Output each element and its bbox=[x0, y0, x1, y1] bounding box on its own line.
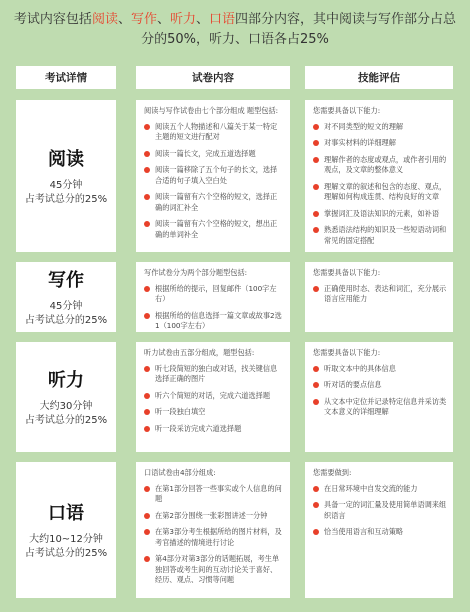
section-listening-content bbox=[136, 342, 290, 452]
skill-item-text: 熟悉语法结构的知识及一些短语动词和常见的固定搭配 bbox=[324, 225, 447, 245]
bullet-dot-icon bbox=[144, 513, 150, 519]
skill-item-text: 恰当使用语言和互动策略 bbox=[324, 527, 404, 536]
bullet-dot-icon bbox=[313, 486, 319, 492]
section-duration: 45分钟 bbox=[49, 180, 83, 191]
highlight-speaking: 口语 bbox=[209, 12, 236, 27]
section-speaking-details bbox=[16, 462, 116, 598]
skill-item-text: 掌握词汇及语法知识的元素，如补语 bbox=[324, 208, 440, 218]
section-score-share: 占考试总分的25% bbox=[24, 194, 108, 205]
section-reading-skills bbox=[305, 100, 453, 252]
content-item-text: 阅读一篇长文，完成五道选择题 bbox=[155, 148, 256, 158]
skill-item bbox=[313, 284, 447, 305]
bullet-dot-icon bbox=[313, 184, 319, 190]
highlight-reading: 阅读 bbox=[91, 12, 118, 27]
skill-item bbox=[313, 122, 447, 133]
section-listening-details bbox=[16, 342, 116, 452]
content-list bbox=[144, 484, 284, 586]
skill-item-text: 理解文章的叙述和包含的态度、观点，理解如何构成连贯、结构良好的文章 bbox=[324, 181, 447, 201]
section-speaking-skills bbox=[305, 462, 453, 598]
skills-list bbox=[313, 364, 447, 418]
content-item-text: 听七段简短的独白或对话，找关键信息选择正确的图片 bbox=[155, 363, 278, 383]
skill-item-text: 对不同类型的短文的理解 bbox=[324, 121, 404, 131]
bullet-dot-icon bbox=[313, 366, 319, 372]
section-duration: 大约10~12分钟 bbox=[29, 534, 103, 545]
bullet-dot-icon bbox=[144, 124, 150, 130]
section-writing-skills bbox=[305, 262, 453, 332]
content-item bbox=[144, 511, 284, 522]
content-intro: 听力试卷由五部分组成，题型包括: bbox=[144, 348, 255, 357]
header-line-2: 分的50%，听力、口语各占25% bbox=[141, 32, 329, 47]
bullet-dot-icon bbox=[313, 211, 319, 217]
bullet-dot-icon bbox=[144, 221, 150, 227]
skill-item bbox=[313, 397, 447, 418]
bullet-dot-icon bbox=[313, 529, 319, 535]
bullet-dot-icon bbox=[144, 313, 150, 319]
content-item bbox=[144, 554, 284, 586]
skills-intro: 您需要做到: bbox=[313, 468, 352, 477]
skill-item bbox=[313, 527, 447, 538]
content-item bbox=[144, 284, 284, 305]
column-header-details: 考试详情 bbox=[16, 66, 116, 89]
content-list bbox=[144, 364, 284, 435]
content-item bbox=[144, 424, 284, 435]
skill-item bbox=[313, 484, 447, 495]
header-sep: 、 bbox=[156, 12, 170, 27]
bullet-dot-icon bbox=[144, 366, 150, 372]
highlight-listening: 听力 bbox=[170, 12, 197, 27]
content-item-text: 听六个简短的对话，完成六道选择题 bbox=[155, 390, 271, 400]
bullet-dot-icon bbox=[313, 227, 319, 233]
skills-intro: 您需要具备以下能力: bbox=[313, 348, 381, 357]
section-reading-details bbox=[16, 100, 116, 252]
bullet-dot-icon bbox=[313, 382, 319, 388]
skill-item-text: 听对话的要点信息 bbox=[324, 380, 382, 389]
content-item-text: 在第1部分回答一些事实或个人信息的问题 bbox=[155, 483, 282, 503]
skill-item bbox=[313, 209, 447, 220]
section-duration: 45分钟 bbox=[49, 301, 83, 312]
content-item bbox=[144, 527, 284, 548]
skill-item bbox=[313, 380, 447, 391]
content-item bbox=[144, 192, 284, 213]
skill-item-text: 理解作者的态度或观点，或作者引用的观点，及文章的整体意义 bbox=[324, 154, 447, 174]
section-writing-content bbox=[136, 262, 290, 332]
skill-item-text: 具备一定的词汇量及使用简单语调来组织语言 bbox=[324, 500, 447, 520]
content-item-text: 在第3部分考生根据所给的图片材料，及考官描述的情境进行讨论 bbox=[155, 527, 282, 547]
section-title: 口语 bbox=[48, 503, 84, 524]
skills-list bbox=[313, 284, 447, 305]
content-intro: 阅读与写作试卷由七个部分组成 题型包括: bbox=[144, 106, 279, 115]
page-header bbox=[0, 0, 470, 62]
content-list bbox=[144, 284, 284, 332]
bullet-dot-icon bbox=[144, 167, 150, 173]
content-item-text: 阅读五个人物描述和八篇关于某一特定主题的短文进行配对 bbox=[155, 121, 278, 141]
skills-intro: 您需要具备以下能力: bbox=[313, 106, 381, 115]
content-item-text: 在第2部分围绕一张彩图讲述一分钟 bbox=[155, 510, 268, 520]
content-item-text: 第4部分对第3部分的话题拓展，考生单独回答或考生间的互动讨论关于喜好、经历、观点、习惯等问题 bbox=[155, 554, 280, 584]
content-item bbox=[144, 311, 284, 332]
header-text: 四部分内容，其中阅读与写作部分占总 bbox=[235, 12, 457, 27]
section-title: 阅读 bbox=[48, 149, 84, 170]
header-sep: 、 bbox=[117, 12, 131, 27]
skill-item bbox=[313, 500, 447, 521]
content-intro: 写作试卷分为两个部分题型包括: bbox=[144, 268, 248, 277]
skills-list bbox=[313, 122, 447, 247]
content-item-text: 阅读一篇留有六个空格的短文，想出正确的单词补全 bbox=[155, 219, 278, 239]
skill-item bbox=[313, 364, 447, 375]
bullet-dot-icon bbox=[313, 502, 319, 508]
content-item bbox=[144, 219, 284, 240]
section-duration: 大约30分钟 bbox=[39, 401, 93, 412]
content-item bbox=[144, 165, 284, 186]
content-item bbox=[144, 484, 284, 505]
bullet-dot-icon bbox=[144, 529, 150, 535]
content-item-text: 阅读一篇留有六个空格的短文，选择正确的词汇补全 bbox=[155, 192, 278, 212]
bullet-dot-icon bbox=[144, 556, 150, 562]
content-intro: 口语试卷由4部分组成: bbox=[144, 468, 216, 477]
section-writing-details bbox=[16, 262, 116, 332]
header-line-1 bbox=[0, 10, 470, 30]
content-item bbox=[144, 364, 284, 385]
skill-item-text: 听取文本中的具体信息 bbox=[324, 363, 396, 373]
section-reading-content bbox=[136, 100, 290, 252]
header-text: 考试内容包括 bbox=[13, 12, 92, 27]
bullet-dot-icon bbox=[144, 486, 150, 492]
content-item-text: 听一段采访完成六道选择题 bbox=[155, 423, 242, 433]
content-item bbox=[144, 407, 284, 418]
column-header-skills: 技能评估 bbox=[305, 66, 453, 89]
bullet-dot-icon bbox=[313, 124, 319, 130]
section-score-share: 占考试总分的25% bbox=[24, 315, 108, 326]
highlight-writing: 写作 bbox=[130, 12, 157, 27]
skill-item bbox=[313, 182, 447, 203]
bullet-dot-icon bbox=[313, 286, 319, 292]
bullet-dot-icon bbox=[313, 399, 319, 405]
section-score-share: 占考试总分的25% bbox=[24, 415, 108, 426]
section-speaking-content bbox=[136, 462, 290, 598]
content-item-text: 根据所给的信息选择一篇文章或故事2选1（100字左右） bbox=[155, 310, 282, 330]
bullet-dot-icon bbox=[144, 151, 150, 157]
section-title: 写作 bbox=[48, 270, 84, 291]
column-header-content: 试卷内容 bbox=[136, 66, 290, 89]
bullet-dot-icon bbox=[144, 286, 150, 292]
skill-item bbox=[313, 225, 447, 246]
skill-item-text: 正确使用时态、表达和词汇，充分展示语言应用能力 bbox=[324, 283, 447, 303]
skills-intro: 您需要具备以下能力: bbox=[313, 268, 381, 277]
skill-item-text: 从文本中定位并记录特定信息并采访类文本意义的详细理解 bbox=[324, 396, 447, 416]
skills-list bbox=[313, 484, 447, 538]
section-title: 听力 bbox=[48, 370, 84, 391]
skill-item-text: 在日常环境中自发交流的能力 bbox=[324, 483, 418, 493]
content-item bbox=[144, 391, 284, 402]
skill-item bbox=[313, 155, 447, 176]
header-sep: 、 bbox=[196, 12, 210, 27]
skill-item-text: 对事实材料的详细理解 bbox=[324, 138, 396, 147]
bullet-dot-icon bbox=[144, 393, 150, 399]
content-item bbox=[144, 122, 284, 143]
section-listening-skills bbox=[305, 342, 453, 452]
content-item-text: 根据所给的提示，回复邮件（100字左右） bbox=[155, 283, 277, 303]
content-item-text: 阅读一篇移除了五个句子的长文，选择合适的句子填入空白处 bbox=[155, 165, 278, 185]
content-item-text: 听一段独白填空 bbox=[155, 407, 206, 416]
content-item bbox=[144, 149, 284, 160]
skill-item bbox=[313, 138, 447, 149]
bullet-dot-icon bbox=[144, 194, 150, 200]
bullet-dot-icon bbox=[313, 140, 319, 146]
bullet-dot-icon bbox=[313, 157, 319, 163]
bullet-dot-icon bbox=[144, 409, 150, 415]
content-list bbox=[144, 122, 284, 241]
section-score-share: 占考试总分的25% bbox=[24, 548, 108, 559]
bullet-dot-icon bbox=[144, 426, 150, 432]
